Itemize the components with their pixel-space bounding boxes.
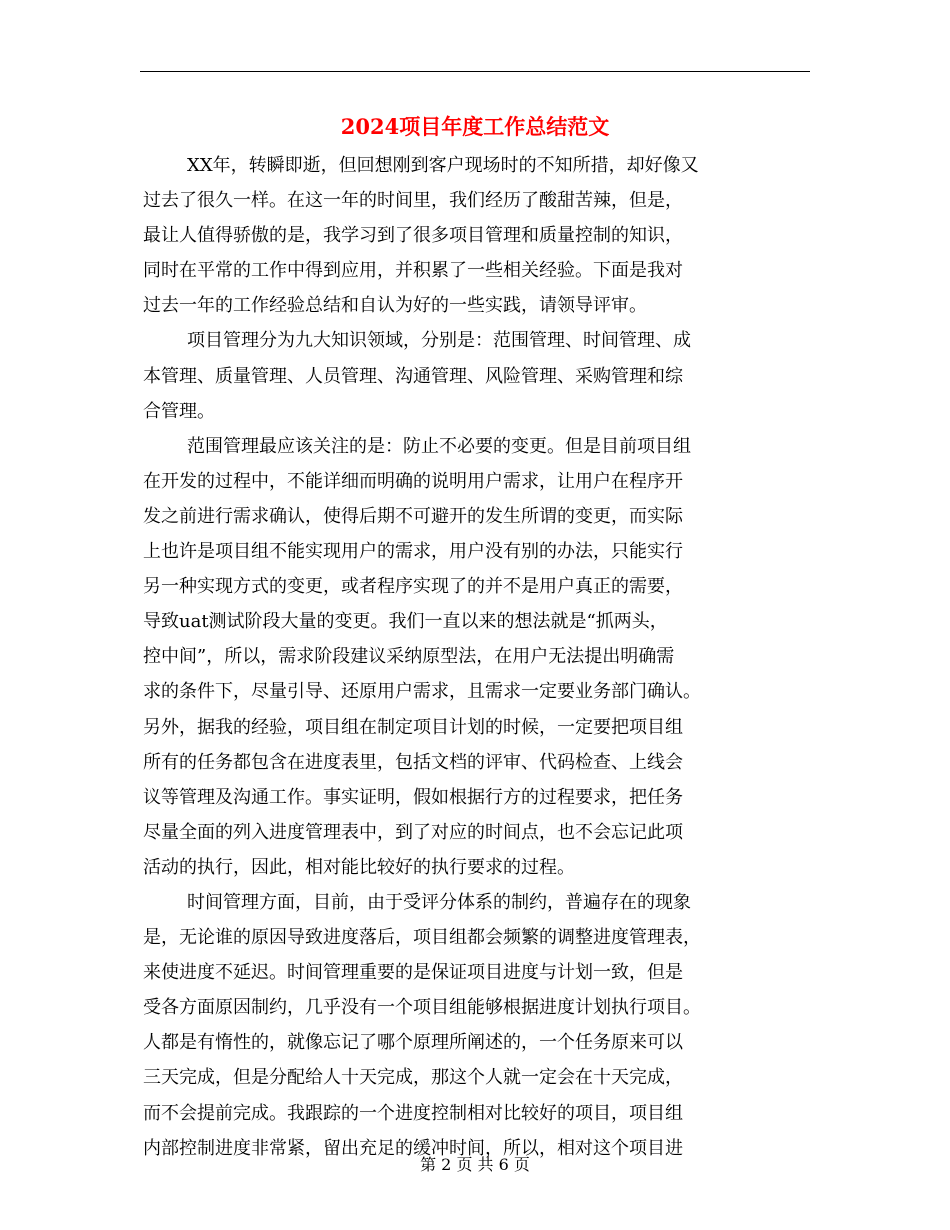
text-line: 另一种实现方式的变更，或者程序实现了的并不是用户真正的需要， [143,576,683,598]
paragraph-1 [143,148,807,323]
paragraph-3 [143,429,807,885]
text-line: 合管理。 [143,400,215,422]
text-line: 是，无论谁的原因导致进度落后，项目组都会频繁的调整进度管理表， [143,927,701,949]
document-body [143,148,807,1166]
text-line: 人都是有惰性的，就像忘记了哪个原理所阐述的，一个任务原来可以 [143,1032,683,1054]
text-line: 同时在平常的工作中得到应用，并积累了一些相关经验。下面是我对 [143,260,683,282]
text-line: 时间管理方面，目前，由于受评分体系的制约，普遍存在的现象 [187,891,691,913]
text-line: 而不会提前完成。我跟踪的一个进度控制相对比较好的项目，项目组 [143,1102,683,1124]
text-line: 导致uat测试阶段大量的变更。我们一直以来的想法就是“抓两头， [143,611,668,633]
text-line: 过去一年的工作经验总结和自认为好的一些实践，请领导评审。 [143,295,647,317]
text-line: 过去了很久一样。在这一年的时间里，我们经历了酸甜苦辣，但是， [143,190,683,212]
text-line: 活动的执行，因此，相对能比较好的执行要求的过程。 [143,856,575,878]
paragraph-2 [143,323,807,428]
header-rule [140,71,810,72]
text-line: 另外，据我的经验，项目组在制定项目计划的时候，一定要把项目组 [143,716,683,738]
document-title: 2024项目年度工作总结范文 [340,114,610,139]
page-footer: 第 2 页 共 6 页 [420,1155,530,1174]
text-line: 来使进度不延迟。时间管理重要的是保证项目进度与计划一致，但是 [143,962,683,984]
text-line: 在开发的过程中，不能详细而明确的说明用户需求，让用户在程序开 [143,470,683,492]
text-line: 内部控制进度非常紧，留出充足的缓冲时间，所以，相对这个项目进 [143,1137,683,1159]
text-line: 上也许是项目组不能实现用户的需求，用户没有别的办法，只能实行 [143,541,683,563]
text-line: 范围管理最应该关注的是：防止不必要的变更。但是目前项目组 [187,435,691,457]
text-line: 项目管理分为九大知识领域，分别是：范围管理、时间管理、成 [187,330,691,352]
text-line: 议等管理及沟通工作。事实证明，假如根据行方的过程要求，把任务 [143,786,683,808]
paragraph-4 [143,885,807,1166]
text-line: 控中间”，所以，需求阶段建议采纳原型法，在用户无法提出明确需 [143,646,675,668]
text-line: 发之前进行需求确认，使得后期不可避开的发生所谓的变更，而实际 [143,505,683,527]
text-line: 求的条件下，尽量引导、还原用户需求，且需求一定要业务部门确认。 [143,681,701,703]
text-line: 受各方面原因制约，几乎没有一个项目组能够根据进度计划执行项目。 [143,997,701,1019]
text-line: 尽量全面的列入进度管理表中，到了对应的时间点，也不会忘记此项 [143,821,683,843]
text-line: 最让人值得骄傲的是，我学习到了很多项目管理和质量控制的知识， [143,225,683,247]
text-line: 所有的任务都包含在进度表里，包括文档的评审、代码检查、上线会 [143,751,683,773]
text-line: XX年，转瞬即逝，但回想刚到客户现场时的不知所措，却好像又 [187,155,699,176]
text-line: 三天完成，但是分配给人十天完成，那这个人就一定会在十天完成， [143,1067,683,1089]
text-line: 本管理、质量管理、人员管理、沟通管理、风险管理、采购管理和综 [143,365,683,387]
